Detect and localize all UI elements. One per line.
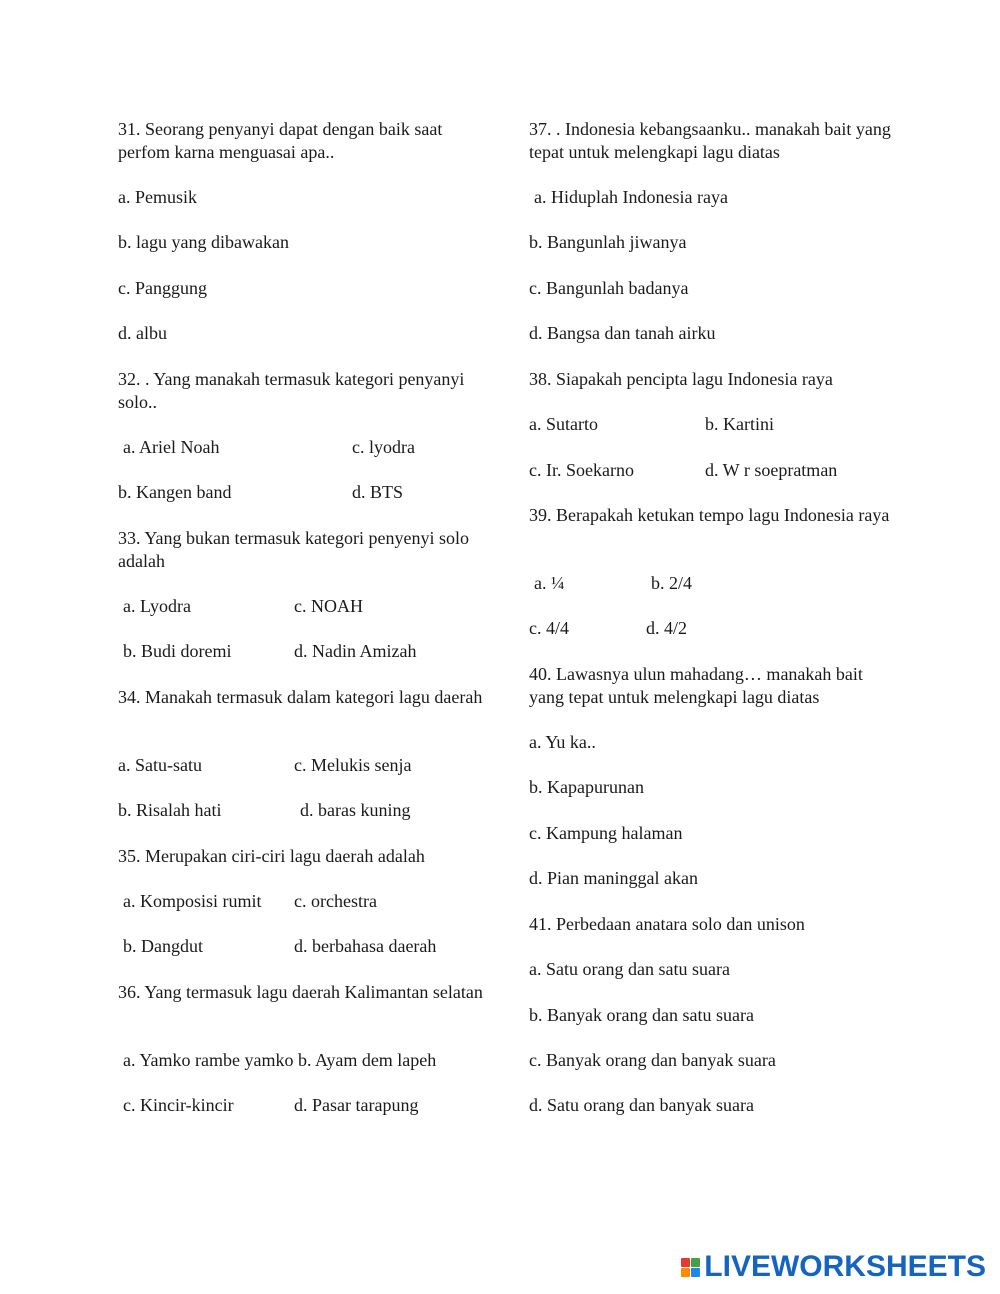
question-33: 33. Yang bukan termasuk kategori penyenyi solo adalah	[118, 528, 469, 571]
option-39b: b. 2/4	[651, 573, 693, 593]
option-35b: b. Dangdut	[123, 936, 203, 956]
option-34d: d. baras kuning	[300, 800, 411, 820]
option-32c: c. lyodra	[352, 437, 415, 457]
option-40c: c. Kampung halaman	[529, 823, 683, 843]
option-31b: b. lagu yang dibawakan	[118, 232, 289, 252]
option-32d: d. BTS	[352, 482, 404, 502]
option-37d: d. Bangsa dan tanah airku	[529, 323, 716, 343]
option-38a: a. Sutarto	[529, 414, 598, 434]
question-34: 34. Manakah termasuk dalam kategori lagu daerah	[118, 687, 483, 707]
question-31: 31. Seorang penyanyi dapat dengan baik saat perfom karna menguasai apa..	[118, 119, 443, 162]
question-38: 38. Siapakah pencipta lagu Indonesia raya	[529, 369, 833, 389]
option-32b: b. Kangen band	[118, 482, 232, 502]
option-41d: d. Satu orang dan banyak suara	[529, 1095, 754, 1115]
option-31d: d. albu	[118, 323, 167, 343]
option-33d: d. Nadin Amizah	[294, 641, 417, 661]
option-40b: b. Kapapurunan	[529, 777, 644, 797]
question-39: 39. Berapakah ketukan tempo lagu Indonesia raya	[529, 505, 890, 525]
option-36c: c. Kincir-kincir	[123, 1095, 234, 1115]
option-37b: b. Bangunlah jiwanya	[529, 232, 687, 252]
option-38b: b. Kartini	[705, 414, 774, 434]
option-34a: a. Satu-satu	[118, 755, 202, 775]
option-40d: d. Pian maninggal akan	[529, 868, 698, 888]
liveworksheets-logo[interactable]	[681, 1250, 986, 1284]
option-41c: c. Banyak orang dan banyak suara	[529, 1050, 776, 1070]
option-40a: a. Yu ka..	[529, 732, 596, 752]
option-39d: d. 4/2	[646, 618, 688, 638]
option-35c: c. orchestra	[294, 891, 377, 911]
question-36: 36. Yang termasuk lagu daerah Kalimantan selatan	[118, 982, 483, 1002]
question-41: 41. Perbedaan anatara solo dan unison	[529, 914, 805, 934]
logo-blocks-icon	[681, 1258, 700, 1277]
question-37: 37. . Indonesia kebangsaanku.. manakah bait yang tepat untuk melengkapi lagu diatas	[529, 119, 891, 162]
option-33a: a. Lyodra	[123, 596, 191, 616]
question-32: 32. . Yang manakah termasuk kategori penyanyi solo..	[118, 369, 465, 412]
option-34c: c. Melukis senja	[294, 755, 412, 775]
option-31c: c. Panggung	[118, 278, 207, 298]
option-33b: b. Budi doremi	[123, 641, 232, 661]
option-32a: a. Ariel Noah	[123, 437, 220, 457]
question-35: 35. Merupakan ciri-ciri lagu daerah adalah	[118, 846, 425, 866]
option-39a: a. ¼	[534, 573, 565, 593]
option-37a: a. Hiduplah Indonesia raya	[534, 187, 728, 207]
question-40: 40. Lawasnya ulun mahadang… manakah bait yang tepat untuk melengkapi lagu diatas	[529, 664, 863, 707]
option-36ab: a. Yamko rambe yamko b. Ayam dem lapeh	[123, 1050, 437, 1070]
option-34b: b. Risalah hati	[118, 800, 222, 820]
option-35a: a. Komposisi rumit	[123, 891, 262, 911]
option-41b: b. Banyak orang dan satu suara	[529, 1005, 754, 1025]
option-38c: c. Ir. Soekarno	[529, 460, 634, 480]
option-31a: a. Pemusik	[118, 187, 197, 207]
logo-text: LIVEWORKSHEETS	[704, 1250, 986, 1283]
option-35d: d. berbahasa daerah	[294, 936, 437, 956]
option-37c: c. Bangunlah badanya	[529, 278, 689, 298]
option-36d: d. Pasar tarapung	[294, 1095, 419, 1115]
option-39c: c. 4/4	[529, 618, 569, 638]
option-33c: c. NOAH	[294, 596, 363, 616]
option-38d: d. W r soepratman	[705, 460, 838, 480]
option-41a: a. Satu orang dan satu suara	[529, 959, 730, 979]
